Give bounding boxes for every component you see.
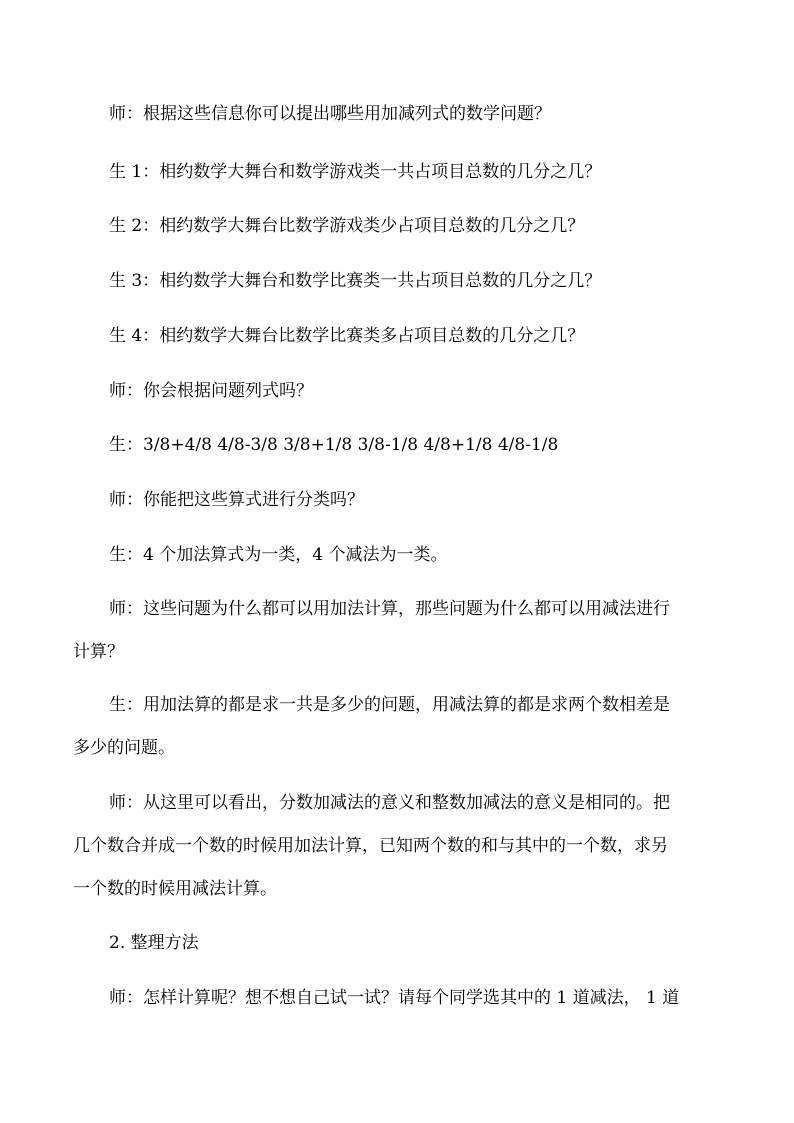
paragraph-line: 师：这些问题为什么都可以用加法计算，那些问题为什么都可以用减法进行 — [109, 599, 670, 619]
paragraph-line: 师：从这里可以看出，分数加减法的意义和整数加减法的意义是相同的。把 — [109, 793, 670, 813]
paragraph-line: 生：3/8+4/8 4/8-3/8 3/8+1/8 3/8-1/8 4/8+1/8 4/8-1/8 — [109, 435, 559, 455]
paragraph-line: 计算？ — [73, 642, 124, 662]
paragraph-line: 师：怎样计算呢？想不想自己试一试？请每个同学选其中的 1 道减法， 1 道 — [109, 988, 680, 1008]
paragraph-line: 生 2：相约数学大舞台比数学游戏类少占项目总数的几分之几？ — [109, 216, 585, 236]
paragraph-line: 生 3：相约数学大舞台和数学比赛类一共占项目总数的几分之几？ — [109, 271, 602, 291]
paragraph-line: 多少的问题。 — [73, 738, 175, 758]
paragraph-line: 师：你能把这些算式进行分类吗？ — [109, 490, 364, 510]
paragraph-line: 生 1：相约数学大舞台和数学游戏类一共占项目总数的几分之几？ — [109, 162, 602, 182]
paragraph-line: 师：根据这些信息你可以提出哪些用加减列式的数学问题？ — [109, 104, 551, 124]
paragraph-line: 一个数的时候用减法计算。 — [73, 879, 277, 899]
paragraph-line: 生 4：相约数学大舞台比数学比赛类多占项目总数的几分之几？ — [109, 326, 585, 346]
section-heading: 2. 整理方法 — [109, 933, 199, 953]
paragraph-line: 师：你会根据问题列式吗？ — [109, 381, 313, 401]
paragraph-line: 生：用加法算的都是求一共是多少的问题，用减法算的都是求两个数相差是 — [109, 695, 670, 715]
paragraph-line: 生：4 个加法算式为一类，4 个减法为一类。 — [109, 545, 448, 565]
paragraph-line: 几个数合并成一个数的时候用加法计算，已知两个数的和与其中的一个数，求另 — [73, 836, 668, 856]
